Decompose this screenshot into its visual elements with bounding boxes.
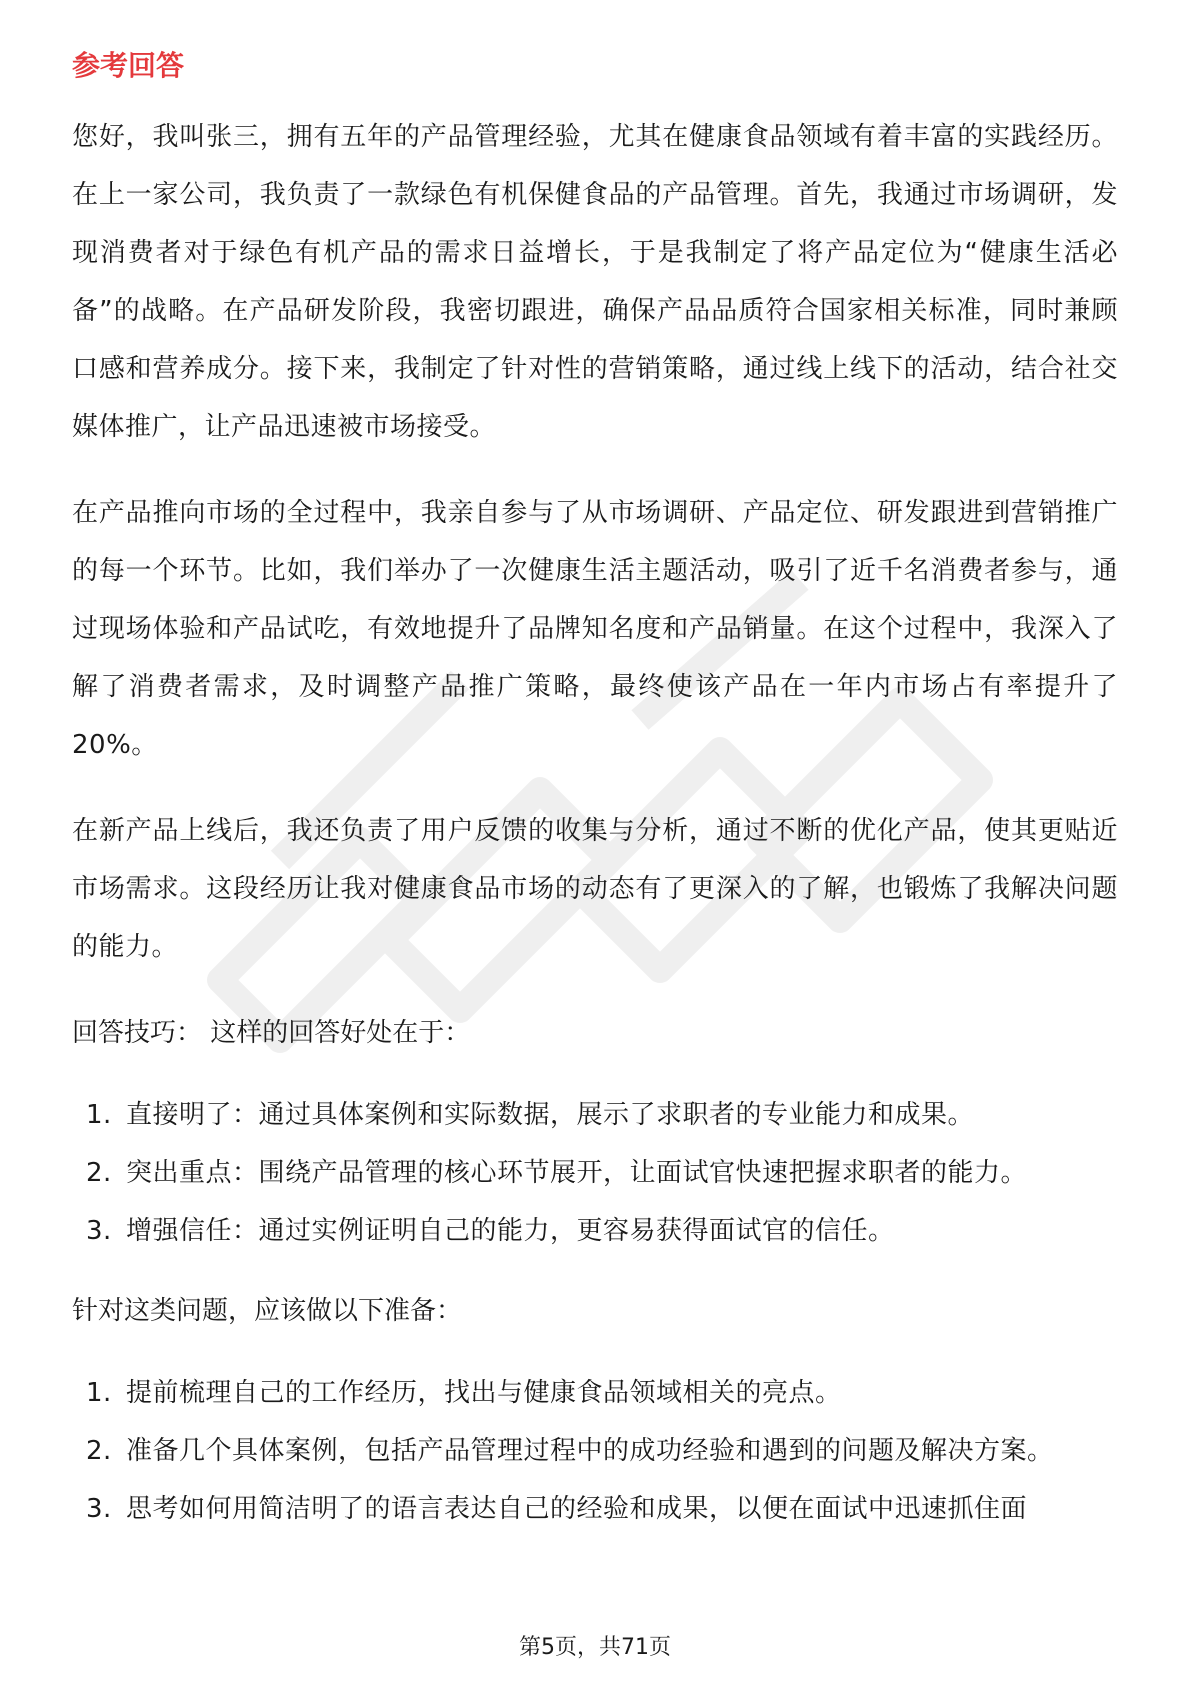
- list-item: [72, 1202, 1118, 1260]
- list-text: 增强信任：通过实例证明自己的能力，更容易获得面试官的信任。: [126, 1216, 895, 1246]
- list-number: 1.: [86, 1378, 112, 1408]
- list-text: 提前梳理自己的工作经历，找出与健康食品领域相关的亮点。: [126, 1378, 842, 1408]
- list-text: 直接明了：通过具体案例和实际数据，展示了求职者的专业能力和成果。: [126, 1100, 975, 1130]
- list-number: 3.: [86, 1494, 112, 1524]
- list-number: 2.: [86, 1158, 112, 1188]
- list-item: [72, 1086, 1118, 1144]
- list-number: 3.: [86, 1216, 112, 1246]
- list-text: 思考如何用简洁明了的语言表达自己的经验和成果，以便在面试中迅速抓住面: [126, 1494, 1028, 1524]
- list-item: [72, 1364, 1118, 1422]
- tips-label: 回答技巧： 这样的回答好处在于：: [72, 1018, 471, 1048]
- list-number: 2.: [86, 1436, 112, 1466]
- list-number: 1.: [86, 1100, 112, 1130]
- list-item: [72, 1144, 1118, 1202]
- answer-paragraph-1: 您好，我叫张三，拥有五年的产品管理经验，尤其在健康食品领域有着丰富的实践经历。在上一家公司，我负责了一款绿色有机保健食品的产品管理。首先，我通过市场调研，发现消费者对于绿色有机产品的需求日益增长，于是我制定了将产品定位为“健康生活必备”的战略。在产品研发阶段，我密切跟进，确保产品品质符合国家相关标准，同时兼顾口感和营养成分。接下来，我制定了针对性的营销策略，通过线上线下的活动，结合社交媒体推广，让产品迅速被市场接受。: [72, 122, 1118, 442]
- page-number-footer: 第5页，共71页: [519, 1635, 671, 1660]
- list-item: [72, 1422, 1118, 1480]
- list-item: [72, 1480, 1118, 1538]
- section-title: 参考回答: [72, 49, 185, 82]
- answer-paragraph-2: 在产品推向市场的全过程中，我亲自参与了从市场调研、产品定位、研发跟进到营销推广的每一个环节。比如，我们举办了一次健康生活主题活动，吸引了近千名消费者参与，通过现场体验和产品试吃，有效地提升了品牌知名度和产品销量。在这个过程中，我深入了解了消费者需求，及时调整产品推广策略，最终使该产品在一年内市场占有率提升了20%。: [72, 498, 1118, 760]
- answer-paragraph-3: 在新产品上线后，我还负责了用户反馈的收集与分析，通过不断的优化产品，使其更贴近市场需求。这段经历让我对健康食品市场的动态有了更深入的了解，也锻炼了我解决问题的能力。: [72, 816, 1118, 962]
- content-area: [72, 46, 1118, 1560]
- prep-label: 针对这类问题，应该做以下准备：: [72, 1296, 463, 1326]
- tips-list: [72, 1086, 1118, 1260]
- list-text: 突出重点：围绕产品管理的核心环节展开，让面试官快速把握求职者的能力。: [126, 1158, 1028, 1188]
- list-text: 准备几个具体案例，包括产品管理过程中的成功经验和遇到的问题及解决方案。: [126, 1436, 1054, 1466]
- prep-list: [72, 1364, 1118, 1538]
